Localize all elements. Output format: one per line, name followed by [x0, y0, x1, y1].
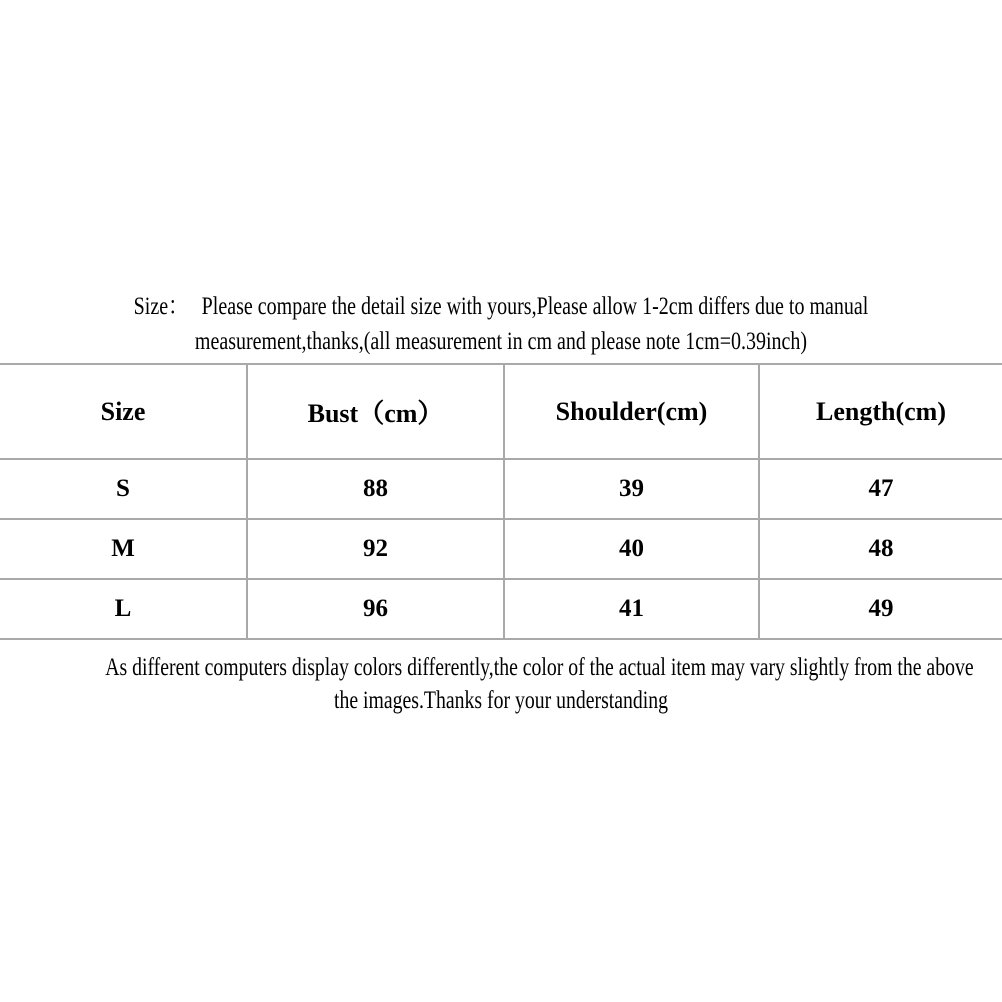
measurement-note-text-1: Please compare the detail size with yours,Please allow 1-2cm differs due to manual [201, 293, 869, 320]
cell-l-size: L [0, 580, 248, 640]
measurement-note-line-1 [100, 289, 902, 324]
cell-m-length: 48 [760, 520, 1002, 580]
size-table-header-row [0, 365, 1002, 460]
measurement-note [100, 289, 902, 359]
color-disclaimer [105, 651, 974, 717]
measurement-note-line-2: measurement,thanks,(all measurement in cm and please note 1cm=0.39inch) [194, 328, 808, 355]
header-size: Size [0, 365, 248, 460]
cell-l-length: 49 [760, 580, 1002, 640]
table-row-l [0, 580, 1002, 640]
cell-s-size: S [0, 460, 248, 520]
cell-m-shoulder: 40 [505, 520, 760, 580]
size-label: Size： [133, 293, 189, 320]
cell-l-shoulder: 41 [505, 580, 760, 640]
cell-m-bust: 92 [248, 520, 505, 580]
cell-s-length: 47 [760, 460, 1002, 520]
header-bust: Bust（cm） [248, 365, 505, 460]
color-disclaimer-line-1: As different computers display colors differently,the color of the actual item may vary slightly from the above [105, 654, 974, 681]
color-disclaimer-line-2: the images.Thanks for your understanding [333, 687, 669, 714]
size-table [0, 363, 1002, 640]
cell-l-bust: 96 [248, 580, 505, 640]
cell-m-size: M [0, 520, 248, 580]
table-row-s [0, 460, 1002, 520]
table-row-m [0, 520, 1002, 580]
header-shoulder: Shoulder(cm) [505, 365, 760, 460]
size-table-container [0, 363, 1002, 640]
header-length: Length(cm) [760, 365, 1002, 460]
cell-s-shoulder: 39 [505, 460, 760, 520]
cell-s-bust: 88 [248, 460, 505, 520]
